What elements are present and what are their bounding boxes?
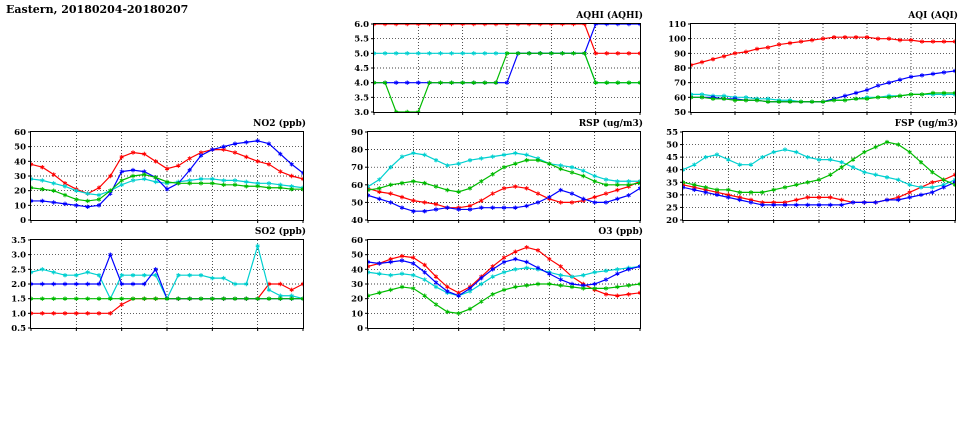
svg-text:24 xyxy=(949,116,960,117)
svg-text:20 xyxy=(905,116,917,117)
svg-text:16 xyxy=(543,224,555,225)
svg-text:24 xyxy=(634,332,645,333)
svg-text:10: 10 xyxy=(14,201,26,212)
svg-text:12 xyxy=(498,224,510,225)
svg-text:20 xyxy=(252,224,264,225)
svg-text:24 xyxy=(949,224,960,225)
svg-text:3.0: 3.0 xyxy=(354,108,369,117)
svg-text:16 xyxy=(861,116,873,117)
plot-area-rsp xyxy=(367,131,641,221)
plot-area-so2 xyxy=(30,239,304,329)
svg-text:30: 30 xyxy=(351,280,363,290)
svg-text:12 xyxy=(817,116,829,117)
svg-text:60: 60 xyxy=(351,236,363,246)
svg-text:60: 60 xyxy=(351,180,363,191)
svg-text:4 xyxy=(410,332,416,333)
chart-title-so2: SO2 (ppb) xyxy=(254,227,306,237)
svg-text:20 xyxy=(589,224,601,225)
svg-text:3.5: 3.5 xyxy=(354,93,369,104)
svg-text:80: 80 xyxy=(674,64,686,74)
chart-panel-aqhi xyxy=(345,12,645,117)
svg-text:0 xyxy=(688,116,694,117)
svg-text:8 xyxy=(460,116,466,117)
svg-text:50: 50 xyxy=(14,142,26,153)
chart-panel-so2 xyxy=(8,228,308,333)
svg-text:35: 35 xyxy=(666,178,678,189)
plot-area-no2 xyxy=(30,131,304,221)
svg-text:40: 40 xyxy=(666,165,678,176)
chart-panel-rsp xyxy=(345,120,645,225)
svg-text:0.5: 0.5 xyxy=(11,324,26,333)
svg-text:4 xyxy=(725,224,731,225)
svg-text:4 xyxy=(732,116,738,117)
svg-text:45: 45 xyxy=(666,153,678,164)
svg-text:3.5: 3.5 xyxy=(11,236,26,246)
chart-panel-o3 xyxy=(345,228,645,333)
svg-text:3.0: 3.0 xyxy=(11,250,26,261)
svg-text:50: 50 xyxy=(351,198,363,209)
svg-text:0 xyxy=(365,224,371,225)
svg-text:50: 50 xyxy=(351,250,363,261)
svg-text:12 xyxy=(161,224,173,225)
chart-panel-aqi xyxy=(660,12,960,117)
plot-area-aqi xyxy=(690,23,956,113)
svg-text:1.5: 1.5 xyxy=(11,294,26,305)
svg-text:90: 90 xyxy=(351,128,363,138)
chart-title-o3: O3 (ppb) xyxy=(598,227,643,237)
svg-text:30: 30 xyxy=(666,190,678,201)
chart-panel-fsp xyxy=(660,120,960,225)
chart-panel-no2 xyxy=(8,120,308,225)
svg-text:20 xyxy=(252,332,264,333)
svg-text:100: 100 xyxy=(668,34,686,45)
svg-text:70: 70 xyxy=(674,78,686,89)
svg-text:8 xyxy=(119,332,125,333)
svg-text:0: 0 xyxy=(20,216,26,225)
svg-text:4 xyxy=(415,116,421,117)
svg-text:12 xyxy=(161,332,173,333)
plot-area-fsp xyxy=(682,131,956,221)
svg-text:55: 55 xyxy=(666,128,678,138)
svg-text:20 xyxy=(590,116,602,117)
svg-text:8 xyxy=(771,224,777,225)
svg-text:0 xyxy=(28,332,34,333)
svg-text:4 xyxy=(410,224,416,225)
svg-text:24 xyxy=(297,332,308,333)
svg-text:16 xyxy=(858,224,870,225)
svg-text:24 xyxy=(297,224,308,225)
svg-text:20: 20 xyxy=(666,216,678,225)
svg-text:70: 70 xyxy=(351,163,363,174)
svg-text:20: 20 xyxy=(351,294,363,305)
svg-text:0 xyxy=(680,224,686,225)
svg-text:10: 10 xyxy=(351,309,363,320)
svg-text:24 xyxy=(634,224,645,225)
svg-text:0 xyxy=(28,224,34,225)
svg-text:110: 110 xyxy=(668,20,686,30)
svg-text:8 xyxy=(456,224,462,225)
svg-text:16 xyxy=(206,332,218,333)
svg-text:90: 90 xyxy=(674,49,686,60)
svg-text:1.0: 1.0 xyxy=(11,309,26,320)
svg-text:2.5: 2.5 xyxy=(11,265,26,276)
svg-text:4 xyxy=(73,332,79,333)
svg-text:12 xyxy=(813,224,825,225)
svg-text:8 xyxy=(119,224,125,225)
page-title: Eastern, 20180204-20180207 xyxy=(6,3,189,16)
svg-text:0: 0 xyxy=(357,324,363,333)
svg-text:40: 40 xyxy=(14,157,26,168)
svg-text:16 xyxy=(543,332,555,333)
svg-text:4.5: 4.5 xyxy=(354,64,369,74)
svg-text:16 xyxy=(545,116,557,117)
svg-text:50: 50 xyxy=(674,108,686,117)
svg-text:60: 60 xyxy=(14,128,26,138)
svg-text:5.0: 5.0 xyxy=(354,49,369,60)
svg-text:6.0: 6.0 xyxy=(354,20,369,30)
svg-text:60: 60 xyxy=(674,93,686,104)
chart-title-rsp: RSP (ug/m3) xyxy=(578,119,643,129)
svg-text:24 xyxy=(634,116,645,117)
chart-title-aqhi: AQHI (AQHI) xyxy=(576,11,643,21)
svg-text:25: 25 xyxy=(666,203,678,214)
svg-text:5.5: 5.5 xyxy=(354,34,369,45)
svg-text:40: 40 xyxy=(351,265,363,276)
chart-title-no2: NO2 (ppb) xyxy=(253,119,306,129)
svg-text:4 xyxy=(73,224,79,225)
svg-text:40: 40 xyxy=(351,216,363,225)
svg-text:2.0: 2.0 xyxy=(11,280,26,290)
svg-text:0 xyxy=(371,116,377,117)
plot-area-aqhi xyxy=(373,23,641,113)
plot-area-o3 xyxy=(367,239,641,329)
svg-text:30: 30 xyxy=(14,172,26,182)
svg-text:4.0: 4.0 xyxy=(354,78,369,89)
svg-text:16 xyxy=(206,224,218,225)
svg-text:12 xyxy=(498,332,510,333)
chart-title-aqi: AQI (AQI) xyxy=(908,11,958,21)
svg-text:20 xyxy=(904,224,916,225)
svg-text:8 xyxy=(776,116,782,117)
svg-text:20 xyxy=(589,332,601,333)
svg-text:12 xyxy=(501,116,513,117)
svg-text:0 xyxy=(365,332,371,333)
chart-title-fsp: FSP (ug/m3) xyxy=(894,119,958,129)
svg-text:50: 50 xyxy=(666,140,678,151)
svg-text:80: 80 xyxy=(351,145,363,156)
svg-text:20: 20 xyxy=(14,186,26,197)
svg-text:8 xyxy=(456,332,462,333)
